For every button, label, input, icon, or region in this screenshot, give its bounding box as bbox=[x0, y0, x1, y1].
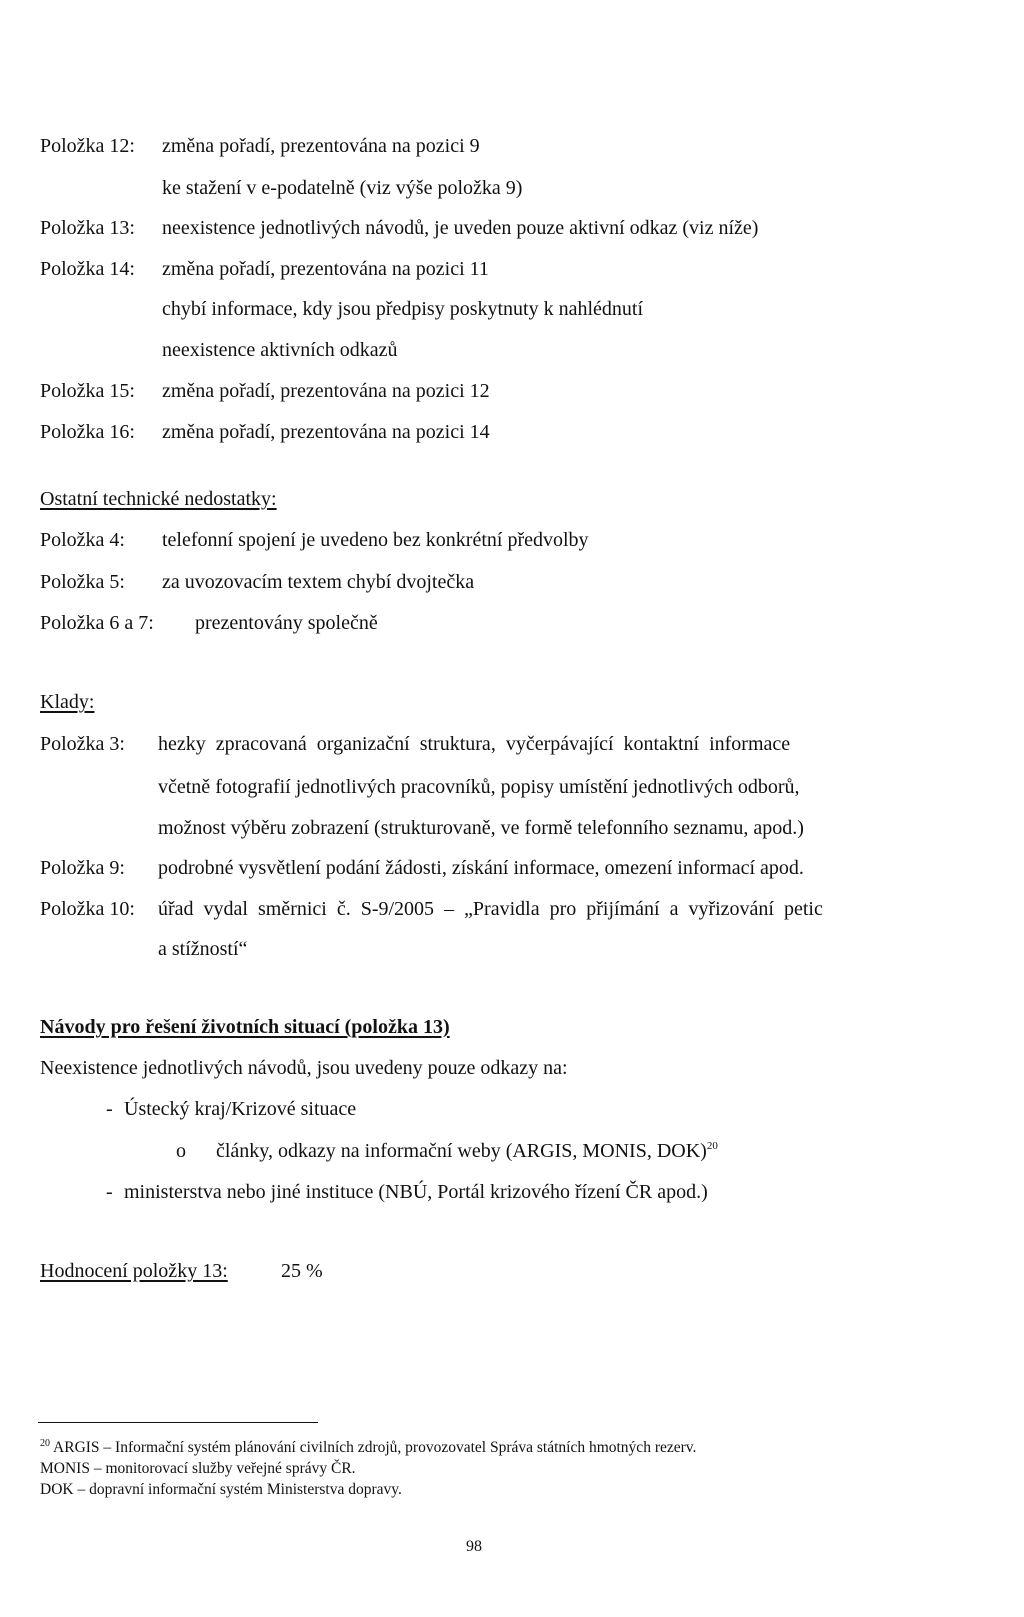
item-text: prezentovány společně bbox=[195, 612, 378, 634]
footnote-text: ARGIS – Informační systém plánování civilních zdrojů, provozovatel Správa státních hmotných rezerv. bbox=[53, 1439, 697, 1456]
item-label: Položka 3: bbox=[40, 733, 125, 755]
bullet-text: ministerstva nebo jiné instituce (NBÚ, Portál krizového řízení ČR apod.) bbox=[124, 1181, 708, 1203]
positives-heading: Klady: bbox=[40, 691, 95, 713]
item-text: včetně fotografií jednotlivých pracovníků, popisy umístění jednotlivých odborů, bbox=[158, 776, 800, 798]
footnote-line bbox=[40, 1438, 696, 1459]
item-text: hezky zpracovaná organizační struktura, vyčerpávající kontaktní informace bbox=[158, 733, 791, 755]
footnote-ref: 20 bbox=[706, 1140, 718, 1152]
rating-label: Hodnocení položky 13: bbox=[40, 1260, 228, 1282]
item-label: Položka 9: bbox=[40, 857, 125, 879]
guides-heading: Návody pro řešení životních situací (položka 13) bbox=[40, 1016, 450, 1038]
item-text: za uvozovacím textem chybí dvojtečka bbox=[162, 571, 475, 593]
item-text: a stížností“ bbox=[158, 938, 248, 960]
item-label: Položka 15: bbox=[40, 380, 135, 402]
bullet-marker: - bbox=[106, 1098, 113, 1120]
item-text: změna pořadí, prezentována na pozici 11 bbox=[162, 258, 489, 280]
sub-bullet-text bbox=[216, 1139, 718, 1166]
sub-bullet-marker: o bbox=[176, 1140, 186, 1162]
item-label: Položka 13: bbox=[40, 217, 135, 239]
item-label: Položka 4: bbox=[40, 529, 125, 551]
rating-value: 25 % bbox=[281, 1260, 323, 1282]
item-text: ke stažení v e-podatelně (viz výše položka 9) bbox=[162, 177, 523, 199]
item-text: změna pořadí, prezentována na pozici 9 bbox=[162, 135, 480, 157]
item-label: Položka 16: bbox=[40, 421, 135, 443]
footnote-number: 20 bbox=[40, 1438, 50, 1449]
item-label: Položka 14: bbox=[40, 258, 135, 280]
item-text: podrobné vysvětlení podání žádosti, získání informace, omezení informací apod. bbox=[158, 857, 804, 879]
item-text: úřad vydal směrnici č. S-9/2005 – „Pravidla pro přijímání a vyřizování petic bbox=[158, 898, 823, 920]
item-label: Položka 12: bbox=[40, 135, 135, 157]
footnote-text: MONIS – monitorovací služby veřejné správy ČR. bbox=[40, 1460, 356, 1477]
guides-intro: Neexistence jednotlivých návodů, jsou uvedeny pouze odkazy na: bbox=[40, 1057, 568, 1079]
item-text: změna pořadí, prezentována na pozici 12 bbox=[162, 380, 490, 402]
item-label: Položka 5: bbox=[40, 571, 125, 593]
bullet-text: Ústecký kraj/Krizové situace bbox=[124, 1098, 357, 1120]
item-text: možnost výběru zobrazení (strukturovaně, ve formě telefonního seznamu, apod.) bbox=[158, 817, 804, 839]
page-number: 98 bbox=[466, 1538, 482, 1555]
footnote-rule bbox=[38, 1422, 318, 1423]
item-text: chybí informace, kdy jsou předpisy poskytnuty k nahlédnutí bbox=[162, 298, 644, 320]
item-text: neexistence jednotlivých návodů, je uveden pouze aktivní odkaz (viz níže) bbox=[162, 217, 759, 239]
item-text: neexistence aktivních odkazů bbox=[162, 339, 398, 361]
item-text: změna pořadí, prezentována na pozici 14 bbox=[162, 421, 490, 443]
technical-heading: Ostatní technické nedostatky: bbox=[40, 488, 277, 510]
item-label: Položka 10: bbox=[40, 898, 135, 920]
item-text: telefonní spojení je uvedeno bez konkrétní předvolby bbox=[162, 529, 589, 551]
item-label: Položka 6 a 7: bbox=[40, 612, 154, 634]
sub-bullet-content: články, odkazy na informační weby (ARGIS, MONIS, DOK) bbox=[216, 1140, 707, 1162]
footnote-text: DOK – dopravní informační systém Ministerstva dopravy. bbox=[40, 1481, 402, 1498]
bullet-marker: - bbox=[106, 1181, 113, 1203]
